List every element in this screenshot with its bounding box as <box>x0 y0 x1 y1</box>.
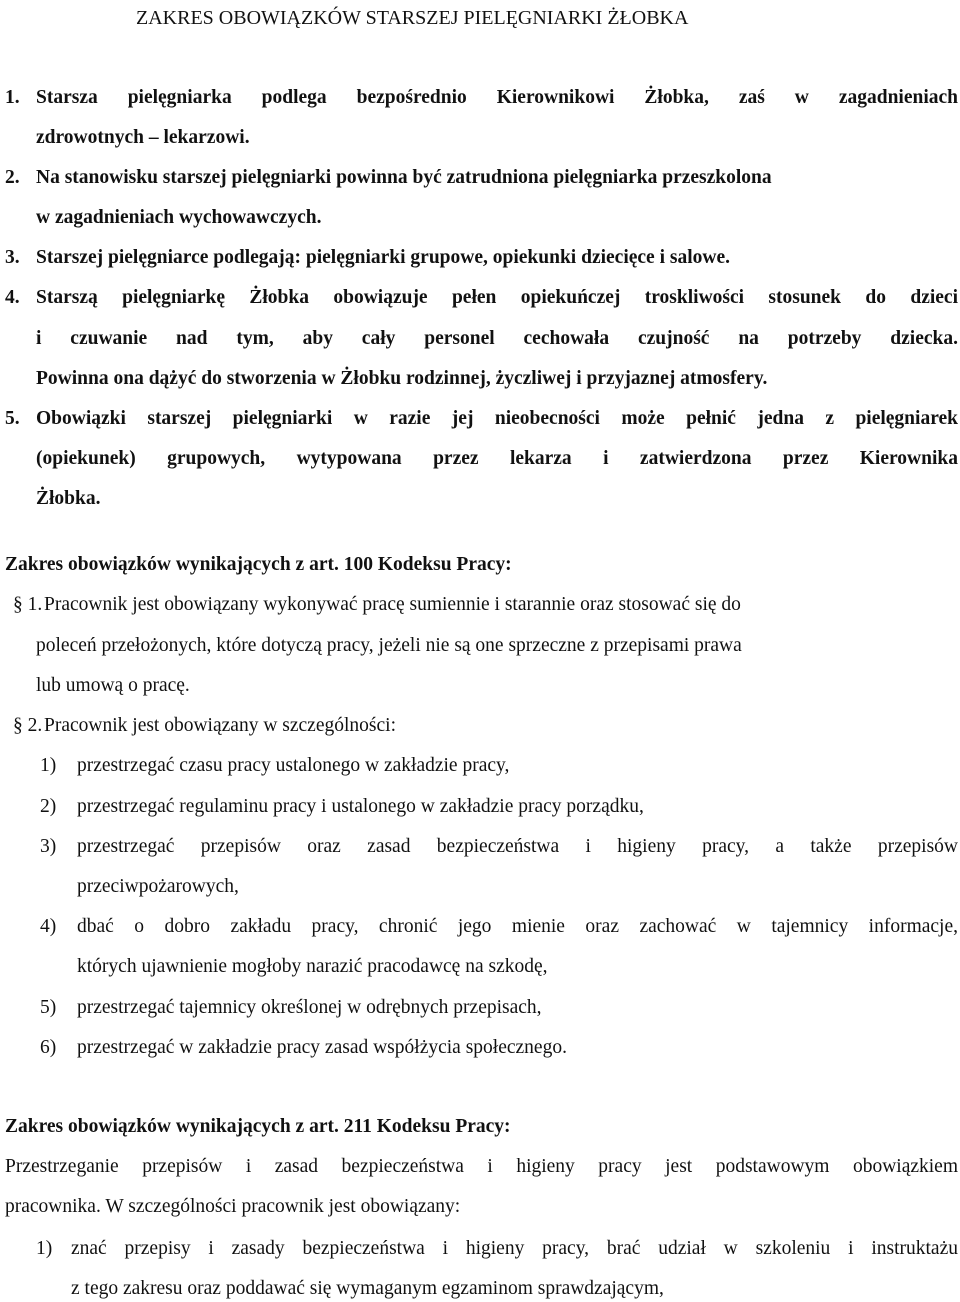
duty-text-line: Starszej pielęgniarce podlegają: pielęgniarki grupowe, opiekunki dziecięce i salowe. <box>36 247 730 268</box>
duty-text-line: Powinna ona dążyć do stworzenia w Żłobku rodzinnej, życzliwej i przyjaznej atmosfery. <box>36 368 768 389</box>
list-item-text: przestrzegać przepisów oraz zasad bezpieczeństwa i higieny pracy, a także przepisów <box>77 836 958 857</box>
paragraph-mark: § 2. <box>13 715 43 736</box>
duty-text-line: Starszą pielęgniarkę Żłobka obowiązuje pełen opiekuńczej troskliwości stosunek do dzieci <box>36 287 958 308</box>
duty-number: 4. <box>5 287 20 308</box>
page-title: ZAKRES OBOWIĄZKÓW STARSZEJ PIELĘGNIARKI ŻŁOBKA <box>136 7 689 29</box>
duty-text-line: Żłobka. <box>36 488 101 509</box>
intro-text-line: Przestrzeganie przepisów i zasad bezpieczeństwa i higieny pracy jest podstawowym obowiązkiem <box>5 1156 958 1177</box>
paragraph-text-line: lub umową o pracę. <box>36 675 190 696</box>
intro-text-line: pracownika. W szczególności pracownik jest obowiązany: <box>5 1196 461 1217</box>
list-item-text: z tego zakresu oraz poddawać się wymaganym egzaminom sprawdzającym, <box>71 1278 664 1299</box>
list-item-text: znać przepisy i zasady bezpieczeństwa i higieny pracy, brać udział w szkoleniu i instruktażu <box>71 1238 958 1259</box>
paragraph-mark: § 1. <box>13 594 43 615</box>
duty-text-line: i czuwanie nad tym, aby cały personel cechowała czujność na potrzeby dziecka. <box>36 328 958 349</box>
list-item-text: dbać o dobro zakładu pracy, chronić jego mienie oraz zachować w tajemnicy informacje, <box>77 916 958 937</box>
list-item-text: przestrzegać tajemnicy określonej w odrębnych przepisach, <box>77 997 542 1018</box>
duty-number: 1. <box>5 87 20 108</box>
duty-number: 2. <box>5 167 20 188</box>
list-item-number: 1) <box>36 1238 53 1259</box>
list-item-text: przeciwpożarowych, <box>77 876 239 897</box>
duty-text-line: w zagadnieniach wychowawczych. <box>36 207 322 228</box>
list-item-text: których ujawnienie mogłoby narazić pracodawcę na szkodę, <box>77 956 548 977</box>
paragraph-text-line: poleceń przełożonych, które dotyczą pracy, jeżeli nie są one sprzeczne z przepisami prawa <box>36 635 742 656</box>
list-item-number: 1) <box>40 755 57 776</box>
paragraph-text-line: Pracownik jest obowiązany wykonywać pracę sumiennie i starannie oraz stosować się do <box>44 594 741 615</box>
duty-text-line: Na stanowisku starszej pielęgniarki powinna być zatrudniona pielęgniarka przeszkolona <box>36 167 772 188</box>
list-item-text: przestrzegać w zakładzie pracy zasad współżycia społecznego. <box>77 1037 567 1058</box>
list-item-number: 6) <box>40 1037 57 1058</box>
paragraph-text-line: Pracownik jest obowiązany w szczególności: <box>44 715 396 736</box>
list-item-number: 3) <box>40 836 57 857</box>
section-heading-art211: Zakres obowiązków wynikających z art. 211 Kodeksu Pracy: <box>5 1116 511 1137</box>
duty-text-line: Obowiązki starszej pielęgniarki w razie jej nieobecności może pełnić jedna z pielęgniarek <box>36 408 958 429</box>
duty-text-line: zdrowotnych – lekarzowi. <box>36 127 250 148</box>
duty-number: 5. <box>5 408 20 429</box>
list-item-number: 2) <box>40 796 57 817</box>
section-heading-art100: Zakres obowiązków wynikających z art. 100 Kodeksu Pracy: <box>5 554 512 575</box>
duty-number: 3. <box>5 247 20 268</box>
duty-text-line: Starsza pielęgniarka podlega bezpośrednio Kierownikowi Żłobka, zaś w zagadnieniach <box>36 87 958 108</box>
list-item-number: 4) <box>40 916 57 937</box>
list-item-text: przestrzegać regulaminu pracy i ustalonego w zakładzie pracy porządku, <box>77 796 644 817</box>
list-item-text: przestrzegać czasu pracy ustalonego w zakładzie pracy, <box>77 755 510 776</box>
duty-text-line: (opiekunek) grupowych, wytypowana przez lekarza i zatwierdzona przez Kierownika <box>36 448 958 469</box>
list-item-number: 5) <box>40 997 57 1018</box>
